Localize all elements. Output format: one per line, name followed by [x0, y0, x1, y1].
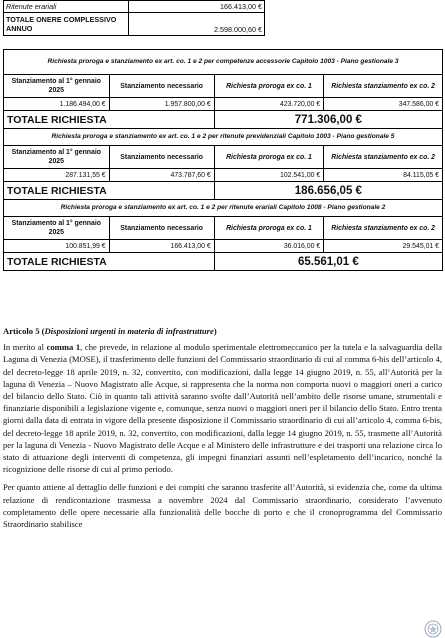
table-cell: 84.115,05 €	[324, 169, 442, 182]
column-header: Stanziamento necessario	[109, 75, 214, 98]
table-cell: 36.016,00 €	[214, 240, 324, 253]
section-table	[4, 146, 442, 200]
row-label: TOTALE ONERE COMPLESSIVO ANNUO	[4, 13, 129, 36]
column-header: Richiesta proroga ex co. 1	[214, 217, 324, 240]
row-value: 2.598.000,60 €	[129, 13, 265, 36]
total-value: 771.306,00 €	[214, 111, 442, 129]
table-row	[4, 75, 442, 98]
paragraph-rest: , che prevede, in relazione al modulo sperimentale elettromeccanico per la tutela e la salvaguardia della Laguna di Venezia (MOSE), il trasferimento delle funzioni del Commissario straordinario di cui al comma 6-bis dell’articolo 4, del decreto-legge 18 aprile 2019, n. 32, convertito, con modificazioni, dalla legge 14 giugno 2019, n. 55, all’Autorità per la laguna di Venezia – Nuovo Magistrato alle Acque, si rappresenta che la norma non comporta nuovi o maggiori oneri a carico del bilancio dello Stato. Ciò in quanto tali attività saranno svolte dall’Autorità nell’ambito delle risorse umane, strumentali e finanziarie disponibili a legislazione vigente e, comunque, senza nuovi o maggiori oneri per il bilancio dello Stato. Entro trenta giorni dalla data di entrata in vigore della presente disposizione il Commissario straordinario di cui all’articolo 4, comma 6-bis, del decreto-legge 18 aprile 2019, n. 32, convertito, con modificazioni, dalla legge 14 giugno 2019, n. 55, trasmette all’Autorità per la laguna di Venezia - Nuovo Magistrato delle Acque e al Ministero delle infrastrutture e dei trasporti una relazione circa lo stato di attuazione degli interventi di competenza, gli impegni finanziari assunti nell’espletamento dell’incarico, nonché la ricognizione delle risorse di cui al primo periodo.	[3, 342, 442, 475]
table-cell: 473.787,60 €	[109, 169, 214, 182]
article-title-italic: Disposizioni urgenti in materia di infrastrutture	[44, 326, 214, 336]
column-header: Richiesta stanziamento ex co. 2	[324, 75, 442, 98]
table-cell: 287.131,55 €	[4, 169, 109, 182]
table-cell: 102.541,00 €	[214, 169, 324, 182]
top-summary-table	[3, 0, 265, 36]
table-cell: 29.545,01 €	[324, 240, 442, 253]
section-table	[4, 75, 442, 129]
table-row	[4, 146, 442, 169]
column-header: Stanziamento al 1° gennaio 2025	[4, 146, 109, 169]
total-label: TOTALE RICHIESTA	[4, 111, 214, 129]
paragraph: Per quanto attiene al dettaglio delle funzioni e dei compiti che saranno trasferite all’Autorità, si evidenzia che, come da ultima relazione di rendicontazione trasmessa a novembre 2024 dal Commissario straordinario, considerato l’avvenuto completamento delle opere necessarie alla funzionalità delle bocche di porto e che il cronoprogramma del Commissario Straordinario stabilisce	[3, 482, 442, 530]
table-row	[4, 1, 265, 13]
section-title: Richiesta proroga e stanziamento ex art. co. 1 e 2 per ritenute previdenziali Capitolo 1003 - Piano gestionale 5	[4, 129, 442, 146]
table-cell: 166.413,00 €	[109, 240, 214, 253]
paragraph	[3, 341, 442, 475]
column-header: Richiesta stanziamento ex co. 2	[324, 146, 442, 169]
seal-watermark-icon	[424, 620, 442, 638]
table-row	[4, 217, 442, 240]
total-value: 186.656,05 €	[214, 182, 442, 200]
article-title-prefix: Articolo 5 (	[3, 326, 45, 336]
column-header: Richiesta proroga ex co. 1	[214, 75, 324, 98]
row-label: Ritenute erariali	[4, 1, 129, 13]
column-header: Richiesta proroga ex co. 1	[214, 146, 324, 169]
article-title-suffix: )	[213, 326, 217, 336]
column-header: Stanziamento al 1° gennaio 2025	[4, 75, 109, 98]
column-header: Richiesta stanziamento ex co. 2	[324, 217, 442, 240]
section-title: Richiesta proroga e stanziamento ex art. co. 1 e 2 per ritenute erariali Capitolo 1008 - Piano gestionale 2	[4, 200, 442, 217]
table-cell: 347.586,00 €	[324, 98, 442, 111]
column-header: Stanziamento necessario	[109, 146, 214, 169]
paragraph-start: In merito al	[3, 342, 47, 353]
total-row	[4, 111, 442, 129]
total-row	[4, 182, 442, 200]
table-row	[4, 240, 442, 253]
column-header: Stanziamento al 1° gennaio 2025	[4, 217, 109, 240]
total-label: TOTALE RICHIESTA	[4, 182, 214, 200]
table-cell: 1.186.494,00 €	[4, 98, 109, 111]
paragraph-bold: comma 1	[46, 342, 81, 353]
total-label: TOTALE RICHIESTA	[4, 253, 214, 271]
row-value: 166.413,00 €	[129, 1, 265, 13]
section-title: Richiesta proroga e stanziamento ex art. co. 1 e 2 per competenze accessorie Capitolo 1003 - Piano gestionale 3	[4, 50, 442, 75]
article-title	[3, 325, 442, 337]
total-value: 65.561,01 €	[297, 255, 359, 268]
table-cell: 100.851,99 €	[4, 240, 109, 253]
funding-request-box	[3, 49, 443, 271]
article-body	[3, 325, 442, 536]
table-cell: 423.720,00 €	[214, 98, 324, 111]
table-cell: 1.957.800,00 €	[109, 98, 214, 111]
total-row	[4, 253, 442, 271]
section-table	[4, 217, 442, 270]
table-row	[4, 98, 442, 111]
table-row	[4, 13, 265, 36]
column-header: Stanziamento necessario	[109, 217, 214, 240]
table-row	[4, 169, 442, 182]
